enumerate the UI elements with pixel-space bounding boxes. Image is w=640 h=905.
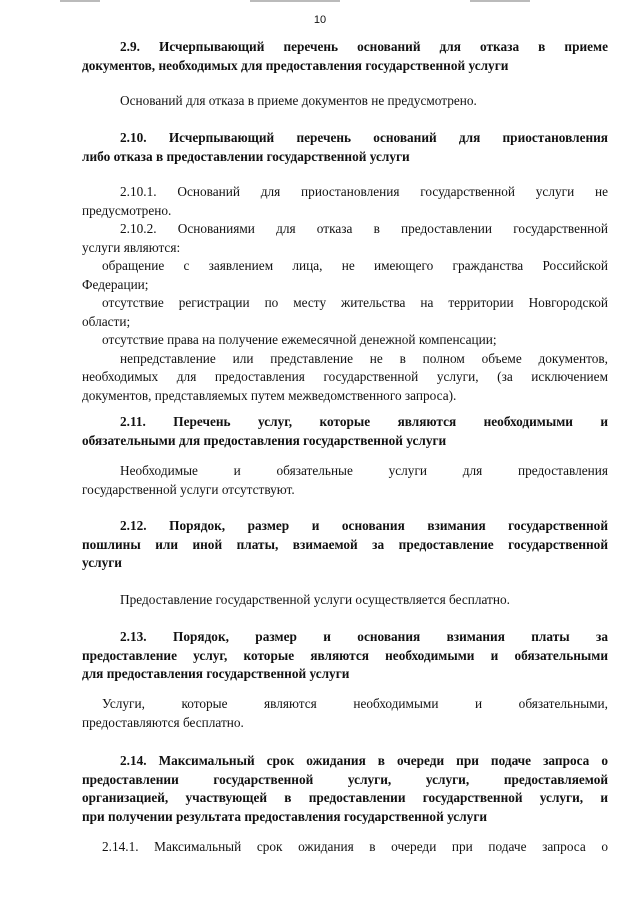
section-heading: документов, необходимых для предоставления государственной услуги: [82, 57, 509, 73]
list-item: отсутствие регистрации по месту жительства на территории Новгородской: [102, 295, 608, 310]
list-item: непредставление или представление не в полном объеме документов,: [120, 350, 608, 366]
section-heading: пошлины или иной платы, взимаемой за предоставление государственной: [82, 536, 608, 552]
section-2-11-body: [82, 462, 608, 499]
section-2-12-body: [82, 591, 608, 610]
paragraph: предоставляются бесплатно.: [82, 714, 244, 730]
section-2-10: [82, 129, 608, 166]
page-number: 10: [313, 14, 327, 26]
section-heading: 2.14. Максимальный срок ожидания в очереди при подаче запроса о: [120, 753, 608, 768]
section-2-9-body: [82, 92, 608, 111]
paragraph: предусмотрено.: [82, 202, 172, 218]
section-heading: 2.10. Исчерпывающий перечень оснований для приостановления: [120, 130, 608, 145]
list-item: необходимых для предоставления государственной услуги, (за исключением: [82, 369, 608, 384]
paragraph: услуги являются:: [82, 239, 181, 255]
list-item: Федерации;: [82, 276, 149, 292]
paragraph: 2.14.1. Максимальный срок ожидания в очереди при подаче запроса о: [102, 839, 608, 854]
paragraph: Услуги, которые являются необходимыми и обязательными,: [102, 696, 608, 711]
paragraph: государственной услуги отсутствуют.: [82, 481, 295, 497]
section-heading: услуги: [82, 555, 122, 570]
paragraph: Необходимые и обязательные услуги для предоставления: [120, 463, 608, 478]
section-heading: при получении результата предоставления государственной услуги: [82, 808, 488, 824]
paragraph: Предоставление государственной услуги осуществляется бесплатно.: [120, 592, 510, 607]
section-2-13-body: [82, 695, 608, 732]
section-heading: предоставлении государственной услуги, услуги, предоставляемой: [82, 771, 608, 787]
section-heading: обязательными для предоставления государственной услуги: [82, 432, 447, 448]
section-2-12: [82, 517, 608, 573]
section-heading: 2.13. Порядок, размер и основания взимания платы за: [120, 629, 608, 644]
list-item: области;: [82, 313, 131, 329]
section-heading: 2.11. Перечень услуг, которые являются необходимыми и: [120, 414, 608, 429]
section-heading: либо отказа в предоставлении государственной услуги: [82, 148, 410, 164]
scan-artifact: [250, 0, 340, 2]
section-heading: организацией, участвующей в предоставлении государственной услуги, и: [82, 790, 608, 805]
section-2-13: [82, 628, 608, 684]
paragraph: 2.10.1. Оснований для приостановления государственной услуги не: [120, 184, 608, 199]
list-item: обращение с заявлением лица, не имеющего гражданства Российской: [102, 258, 608, 273]
paragraph: Оснований для отказа в приеме документов не предусмотрено.: [120, 93, 477, 108]
section-heading: 2.9. Исчерпывающий перечень оснований для отказа в приеме: [120, 39, 608, 54]
section-2-11: [82, 413, 608, 450]
section-heading: для предоставления государственной услуги: [82, 666, 350, 681]
paragraph: 2.10.2. Основаниями для отказа в предоставлении государственной: [120, 221, 608, 236]
list-item: документов, представляемых путем межведомственного запроса).: [82, 387, 457, 403]
section-heading: предоставление услуг, которые являются необходимыми и обязательными: [82, 647, 608, 663]
scan-artifact: [470, 0, 530, 2]
section-2-10-body: [82, 183, 608, 405]
section-heading: 2.12. Порядок, размер и основания взимания государственной: [120, 518, 608, 533]
section-2-14: [82, 752, 608, 826]
scan-artifact: [60, 0, 100, 2]
list-item: отсутствие права на получение ежемесячной денежной компенсации;: [102, 332, 497, 347]
section-2-14-body: [82, 838, 608, 857]
section-2-9: [82, 38, 608, 75]
